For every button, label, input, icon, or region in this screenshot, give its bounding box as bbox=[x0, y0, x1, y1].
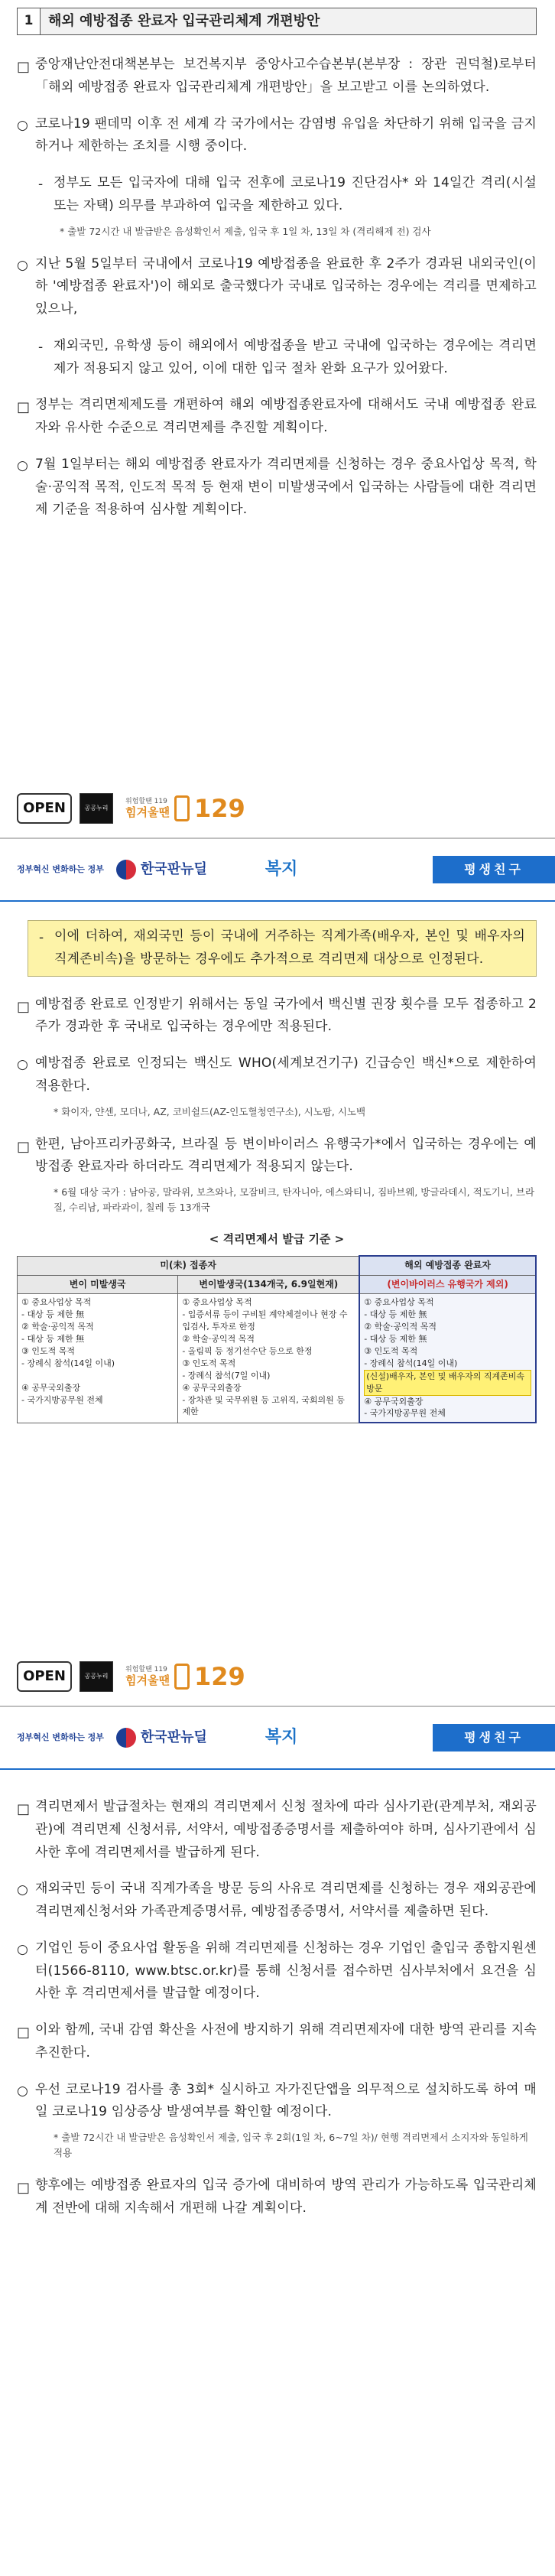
header-slogan-tag: 평생친구 bbox=[433, 856, 555, 883]
square-bullet-icon bbox=[17, 2019, 35, 2065]
paragraph-text: 이에 더하여, 재외국민 등이 국내에 거주하는 직계가족(배우자, 본인 및 배우자의 직계존비속)을 방문하는 경우에도 추가적으로 격리면제 대상으로 인정된다. bbox=[54, 929, 525, 967]
gov-innovation-logo: 정부혁신 변화하는 정부 bbox=[17, 1732, 104, 1743]
paragraph bbox=[17, 2079, 537, 2125]
paragraph-text: 이와 함께, 국내 감염 확산을 사전에 방지하기 위해 격리면제자에 대한 방역 관리를 지속 추진한다. bbox=[35, 2022, 537, 2060]
header-vaccinated: 해외 예방접종 완료자 bbox=[359, 1256, 536, 1275]
hotline-banner bbox=[125, 1664, 245, 1690]
header-divider bbox=[0, 900, 555, 902]
paragraph bbox=[17, 454, 537, 522]
paragraph-text: 예방접종 완료로 인정되는 백신도 WHO(세계보건기구) 긴급승인 백신*으로 제한하여 적용한다. bbox=[35, 1055, 537, 1094]
document-page-3 bbox=[0, 1707, 555, 2576]
paragraph bbox=[17, 54, 537, 99]
document-page-2 bbox=[0, 839, 555, 1706]
cell-vaccinated: ① 중요사업상 목적 - 대상 등 제한 無 ② 학술·공익적 목적 - 대상 등 제한 無 ③ 인도적 목적 - 장례식 참석(14일 이내) (신설)배우자, 본인 및 배우자의 직계존비속 방문 ④ 공무국외출장 - 국가지방공무원 전체 bbox=[359, 1294, 536, 1423]
header-slogan-tag: 평생친구 bbox=[433, 1724, 555, 1751]
taegeuk-icon bbox=[116, 860, 136, 880]
page-header bbox=[0, 839, 555, 900]
square-bullet-icon bbox=[17, 394, 35, 440]
hotline-number: 129 bbox=[193, 1662, 245, 1691]
welfare-logo: 복지 bbox=[265, 859, 298, 879]
subheader-variant: 변이발생국(134개국, 6.9일현재) bbox=[178, 1275, 359, 1293]
header-logos bbox=[17, 1723, 297, 1753]
exemption-criteria-table bbox=[17, 1255, 537, 1423]
paragraph-text: 중앙재난안전대책본부는 보건복지부 중앙사고수습본부(본부장 : 장관 권덕철)로부터 「해외 예방접종 완료자 입국관리체계 개편방안」을 보고받고 이를 논의하였다. bbox=[35, 57, 537, 95]
paragraph-text: 지난 5월 5일부터 국내에서 코로나19 예방접종을 완료한 후 2주가 경과된 내외국인(이하 '예방접종 완료자')이 해외로 출국했다가 국내로 입국하는 경우에는 격리를 면제하고 있으나, bbox=[35, 255, 537, 317]
hotline-number: 129 bbox=[193, 794, 245, 823]
square-bullet-icon bbox=[17, 1796, 35, 1864]
new-deal-logo: 한국판뉴딜 bbox=[116, 857, 207, 882]
paragraph-text: 예방접종 완료로 인정받기 위해서는 동일 국가에서 백신별 권장 횟수를 모두 접종하고 2주가 경과한 후 국내로 입국하는 경우에만 적용된다. bbox=[35, 996, 537, 1035]
open-license-logo: OPEN bbox=[17, 1661, 72, 1692]
subheader-no-variant: 변이 미발생국 bbox=[18, 1275, 178, 1293]
hotline-banner bbox=[125, 795, 245, 821]
paragraph-text: 7월 1일부터는 해외 예방접종 완료자가 격리면제를 신청하는 경우 중요사업상 목적, 학술·공익적 목적, 인도적 목적 등 현재 변이 미발생국에서 입국하는 사람들에 대한 격리면제 기준을 적용하여 심사할 계획이다. bbox=[35, 456, 537, 518]
hotline-caption: 위험할땐 119 힘겨울땐 bbox=[125, 1665, 170, 1688]
footnote: * 6월 대상 국가 : 남아공, 말라위, 보츠와나, 모잠비크, 탄자니아, 에스와티니, 짐바브웨, 방글라데시, 적도기니, 브라질, 수리남, 파라과이, 칠레 등 13개국 bbox=[54, 1186, 535, 1213]
square-bullet-icon bbox=[17, 1134, 35, 1179]
paragraph bbox=[17, 2174, 537, 2220]
footnote: * 출발 72시간 내 발급받은 음성확인서 제출, 입국 후 1일 차, 13일 차 (격리해제 전) 검사 bbox=[60, 225, 431, 237]
taegeuk-icon bbox=[116, 1728, 136, 1748]
paragraph bbox=[17, 994, 537, 1039]
paragraph-text: 기업인 등이 중요사업 활동을 위해 격리면제를 신청하는 경우 기업인 출입국 종합지원센터(1566-8110, www.btsc.or.kr)를 통해 신청서를 접수하면 심사부처에서 요건을 심사한 후 격리면제서를 발급할 예정이다. bbox=[35, 1940, 537, 2002]
paragraph-text: 한편, 남아프리카공화국, 브라질 등 변이바이러스 유행국가*에서 입국하는 경우에는 예방접종 완료자라 하더라도 격리면제가 적용되지 않는다. bbox=[35, 1136, 537, 1175]
document-page-1 bbox=[0, 0, 555, 838]
section-number: 1 bbox=[18, 8, 41, 34]
table-row bbox=[18, 1294, 537, 1423]
header-unvaccinated: 미(未) 접종자 bbox=[18, 1256, 360, 1275]
paragraph bbox=[17, 1937, 537, 2005]
paragraph bbox=[17, 1052, 537, 1098]
paragraph bbox=[17, 2019, 537, 2065]
dash-bullet-icon bbox=[36, 925, 54, 971]
paragraph bbox=[17, 335, 537, 381]
paragraph bbox=[17, 1796, 537, 1864]
circle-bullet-icon bbox=[17, 2079, 35, 2125]
subheader-excluded: (변이바이러스 유행국가 제외) bbox=[359, 1275, 536, 1293]
header-logos bbox=[17, 855, 297, 885]
kogl-license-icon: 공공누리 bbox=[80, 793, 113, 824]
page-header bbox=[0, 1707, 555, 1768]
dash-bullet-icon bbox=[35, 335, 54, 381]
cell-variant: ① 중요사업상 목적 - 입증서류 등이 구비된 계약체결이나 현장 수입검사, 투자로 한정 ② 학술·공익적 목적 - 올림픽 등 정기선수단 등으로 한정 ③ 인도적 목적 - 장례식 참석(7일 이내) ④ 공무국외출장 - 장차관 및 국무위원 등 고위직, 국회의원 등 제한 bbox=[178, 1294, 359, 1423]
paragraph-text: 재외국민, 유학생 등이 해외에서 예방접종을 받고 국내에 입국하는 경우에는 격리면제가 적용되지 않고 있어, 이에 대한 입국 절차 완화 요구가 있어왔다. bbox=[54, 337, 537, 376]
paragraph-text: 정부는 격리면제제도를 개편하여 해외 예방접종완료자에 대해서도 국내 예방접종 완료자와 유사한 수준으로 격리면제를 추진할 계획이다. bbox=[35, 397, 537, 435]
paragraph-text: 정부도 모든 입국자에 대해 입국 전후에 코로나19 진단검사* 와 14일간 격리(시설 또는 자택) 의무를 부과하여 입국을 제한하고 있다. bbox=[54, 175, 537, 213]
kogl-license-icon: 공공누리 bbox=[80, 1661, 113, 1692]
page-footer bbox=[17, 1661, 245, 1692]
paragraph bbox=[17, 113, 537, 159]
table-subheader-row bbox=[18, 1275, 537, 1293]
footnote: * 출발 72시간 내 발급받은 음성확인서 제출, 입국 후 2회(1일 차, 6~7일 차)/ 현행 격리면제서 소지자와 동일하게 적용 bbox=[54, 2132, 528, 2158]
new-criteria-highlight: (신설)배우자, 본인 및 배우자의 직계존비속 방문 bbox=[364, 1370, 531, 1396]
paragraph-text: 코로나19 팬데믹 이후 전 세계 각 국가에서는 감염병 유입을 차단하기 위해 입국을 금지하거나 제한하는 조치를 시행 중이다. bbox=[35, 115, 537, 154]
highlight-box bbox=[28, 920, 537, 977]
phone-icon bbox=[174, 1664, 190, 1690]
new-deal-logo: 한국판뉴딜 bbox=[116, 1725, 207, 1750]
square-bullet-icon bbox=[17, 2174, 35, 2220]
paragraph bbox=[17, 1878, 537, 1924]
square-bullet-icon bbox=[17, 994, 35, 1039]
page-footer bbox=[17, 793, 245, 824]
open-license-logo: OPEN bbox=[17, 793, 72, 824]
paragraph bbox=[17, 394, 537, 440]
circle-bullet-icon bbox=[17, 1878, 35, 1924]
circle-bullet-icon bbox=[17, 253, 35, 321]
dash-bullet-icon bbox=[35, 172, 54, 218]
square-bullet-icon bbox=[17, 54, 35, 99]
circle-bullet-icon bbox=[17, 454, 35, 522]
paragraph bbox=[17, 172, 537, 218]
paragraph-text: 재외국민 등이 국내 직계가족을 방문 등의 사유로 격리면제를 신청하는 경우 재외공관에 격리면제신청서와 가족관계증명서류, 예방접종증명서, 서약서를 제출하면 된다. bbox=[35, 1881, 537, 1919]
footnote: * 화이자, 얀센, 모더나, AZ, 코비쉴드(AZ-인도혈청연구소), 시노팜, 시노백 bbox=[54, 1105, 366, 1117]
cell-no-variant: ① 중요사업상 목적 - 대상 등 제한 無 ② 학술·공익적 목적 - 대상 등 제한 無 ③ 인도적 목적 - 장례식 참석(14일 이내) ④ 공무국외출장 - 국가지방공무원 전체 bbox=[18, 1294, 178, 1423]
section-title: 해외 예방접종 완료자 입국관리체계 개편방안 bbox=[41, 8, 536, 34]
gov-innovation-logo: 정부혁신 변화하는 정부 bbox=[17, 864, 104, 875]
circle-bullet-icon bbox=[17, 1937, 35, 2005]
hotline-caption: 위험할땐 119 힘겨울땐 bbox=[125, 797, 170, 820]
paragraph bbox=[17, 1134, 537, 1179]
phone-icon bbox=[174, 795, 190, 821]
circle-bullet-icon bbox=[17, 113, 35, 159]
section-title-bar bbox=[17, 8, 537, 35]
welfare-logo: 복지 bbox=[265, 1727, 298, 1747]
paragraph-text: 격리면제서 발급절차는 현재의 격리면제서 신청 절차에 따라 심사기관(관계부처, 재외공관)에 격리면제 신청서류, 서약서, 예방접종증명서를 제출하여야 하며, 심사기관에서 심사한 후에 격리면제서를 발급하게 된다. bbox=[35, 1799, 537, 1860]
paragraph bbox=[17, 253, 537, 321]
paragraph bbox=[36, 925, 525, 971]
table-title: < 격리면제서 발급 기준 > bbox=[209, 1232, 345, 1246]
paragraph-text: 우선 코로나19 검사를 총 3회* 실시하고 자가진단앱을 의무적으로 설치하도록 하여 매일 코로나19 임상증상 발생여부를 확인할 예정이다. bbox=[35, 2081, 537, 2120]
paragraph-text: 향후에는 예방접종 완료자의 입국 증가에 대비하여 방역 관리가 가능하도록 입국관리체계 전반에 대해 지속해서 개편해 나갈 계획이다. bbox=[35, 2178, 537, 2216]
circle-bullet-icon bbox=[17, 1052, 35, 1098]
table-header-row bbox=[18, 1256, 537, 1275]
